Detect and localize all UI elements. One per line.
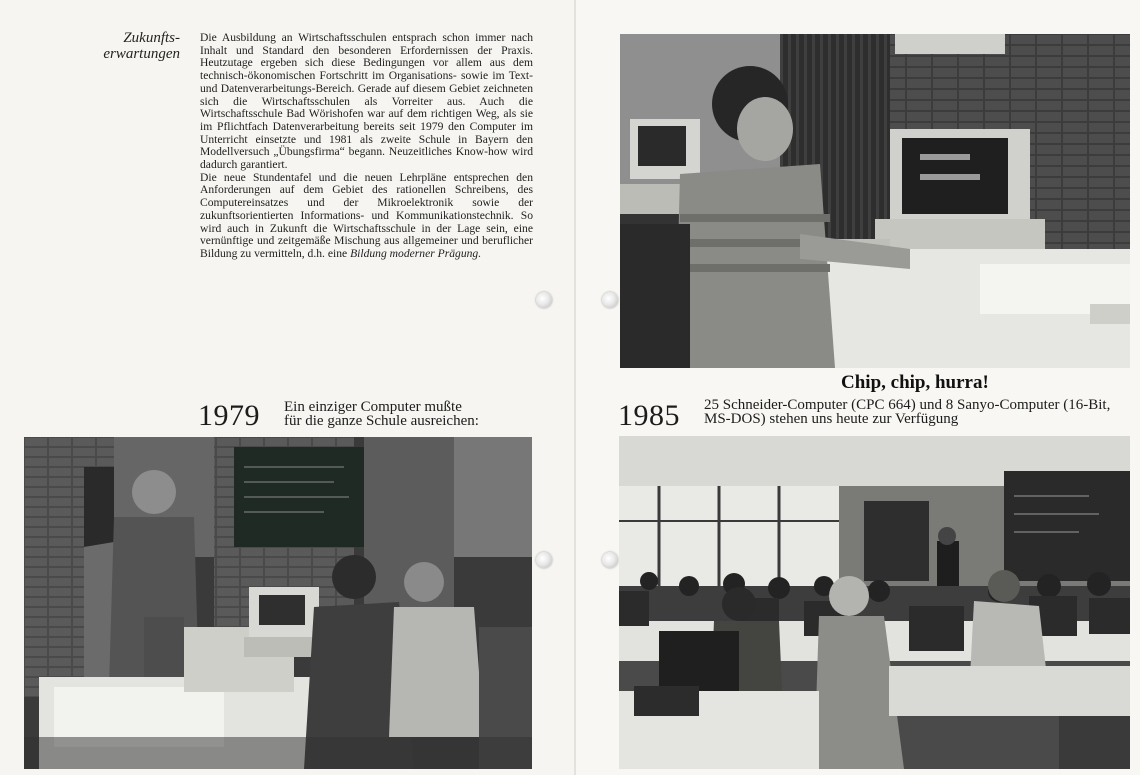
- punch-hole: [602, 552, 618, 568]
- caption-1985-line1: 25 Schneider-Computer (CPC 664) und 8 Sanyo-Computer (16-Bit,: [704, 397, 1111, 413]
- photo-1979-drawing: [24, 437, 532, 769]
- year-1985: 1985: [618, 399, 680, 432]
- right-page: [576, 0, 1140, 775]
- punch-hole: [536, 552, 552, 568]
- caption-1979-line1: Ein einziger Computer mußte: [284, 399, 462, 415]
- headline: Chip, chip, hurra!: [841, 372, 989, 393]
- punch-hole: [536, 292, 552, 308]
- photo-1985-classroom: [619, 436, 1130, 769]
- punch-hole: [602, 292, 618, 308]
- margin-heading-line1: Zukunfts-: [123, 30, 180, 46]
- margin-heading-line2: erwartungen: [103, 46, 180, 62]
- paragraph-2-italic: Bildung moderner Prägung.: [350, 246, 482, 260]
- photo-1985-drawing: [619, 436, 1130, 769]
- body-text: [200, 32, 533, 261]
- caption-1985-line2: MS-DOS) stehen uns heute zur Verfügung: [704, 411, 959, 427]
- photo-1979-classroom: [24, 437, 532, 769]
- paragraph-2: [200, 172, 533, 261]
- year-1979: 1979: [198, 399, 260, 432]
- paragraph-1: Die Ausbildung an Wirtschaftsschulen entsprach schon immer nach Inhalt und Standard den besonderen Erfordernissen der Praxis. Heutzutage ergeben sich diese Bedingungen vor allem aus dem technisch-ökonomischen Fortschritt im Organisations- sowie im Text- und Datenverarbeitungs-Bereich. Gerade auf diesem Gebiet zeichneten sich die Wirtschaftsschulen als Vorreiter aus. Auch die Wirtschaftsschule Bad Wörishofen war auf dem richtigen Weg, als sie im Pflichtfach Datenverarbeitung bereits seit 1979 den Computer im Unterricht einsetzte und 1981 als zweite Schule in Bayern den Modellversuch „Übungsfirma“ begann. Neuzeitliches Know-how wird dadurch garantiert.: [200, 31, 533, 172]
- paragraph-2-text: Die neue Stundentafel und die neuen Lehrpläne entsprechen den Anforderungen auf dem Gebiet des rationellen Schreibens, des Computereinsatzes und der Mikroelektronik sowie der zukunftsorientierten Informations- und Kommunikationstechnik. So wird auch in Zukunft die Wirtschaftsschule in der Lage sein, eine vernünftige und zeitgemäße Mischung aus allgemeiner und beruflicher Bildung zu vermitteln, d.h. eine: [200, 170, 533, 260]
- photo-student-at-computer: [620, 34, 1130, 368]
- margin-heading: [96, 30, 180, 62]
- caption-1979-line2: für die ganze Schule ausreichen:: [284, 413, 479, 429]
- photo-student-drawing: [620, 34, 1130, 368]
